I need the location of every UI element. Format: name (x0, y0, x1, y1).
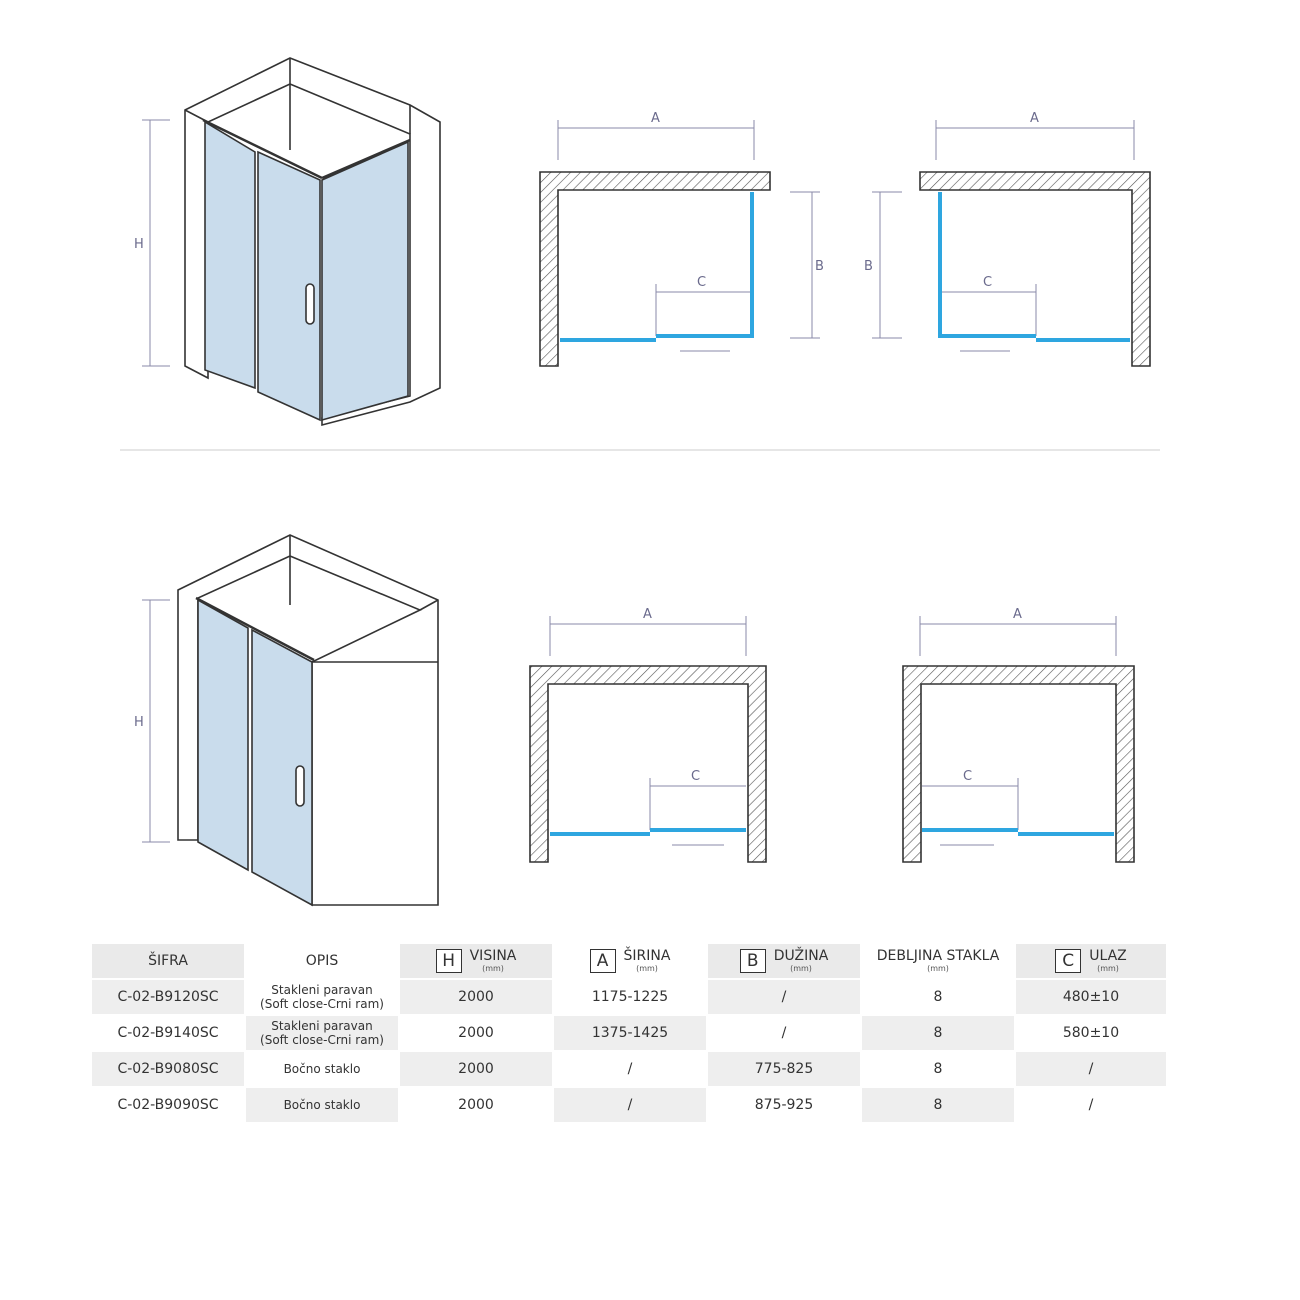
header-duzina: B DUŽINA (mm) (708, 944, 860, 978)
header-debljina: DEBLJINA STAKLA (mm) (862, 944, 1014, 978)
bottom-plan-left-label-c: C (691, 769, 701, 784)
cell-ulaz: / (1016, 1088, 1166, 1122)
top-plan-left-label-a: A (651, 111, 660, 126)
cell-opis: Bočno staklo (246, 1088, 398, 1122)
b-letter-icon: B (740, 949, 766, 973)
cell-opis: Bočno staklo (246, 1052, 398, 1086)
cell-visina: 2000 (400, 1016, 552, 1050)
bottom-plan-right-label-c: C (963, 769, 973, 784)
bottom-height-dimension (142, 600, 170, 842)
top-plan-right-label-b: B (864, 259, 873, 274)
top-height-dimension (142, 120, 170, 366)
table-header-row (92, 944, 1166, 978)
cell-sifra: C-02-B9140SC (92, 1016, 244, 1050)
cell-sirina: / (554, 1088, 706, 1122)
header-opis: OPIS (246, 944, 398, 978)
cell-visina: 2000 (400, 1088, 552, 1122)
bottom-iso-enclosure (178, 535, 438, 905)
spec-table (90, 942, 1168, 1124)
cell-ulaz: / (1016, 1052, 1166, 1086)
top-plan-left (540, 120, 820, 366)
cell-duzina: / (708, 980, 860, 1014)
cell-duzina: / (708, 1016, 860, 1050)
top-iso-enclosure (185, 58, 440, 425)
cell-sirina: 1175-1225 (554, 980, 706, 1014)
cell-opis: Stakleni paravan (Soft close-Crni ram) (246, 980, 398, 1014)
header-visina: H VISINA (mm) (400, 944, 552, 978)
cell-sirina: / (554, 1052, 706, 1086)
h-letter-icon: H (436, 949, 462, 973)
table-row (92, 1088, 1166, 1122)
bottom-label-h: H (134, 715, 144, 730)
cell-ulaz: 580±10 (1016, 1016, 1166, 1050)
table-row (92, 980, 1166, 1014)
bottom-plan-left-label-a: A (643, 607, 652, 622)
header-ulaz: C ULAZ (mm) (1016, 944, 1166, 978)
cell-debljina: 8 (862, 1088, 1014, 1122)
cell-duzina: 775-825 (708, 1052, 860, 1086)
a-letter-icon: A (590, 949, 616, 973)
table-row (92, 1016, 1166, 1050)
cell-sifra: C-02-B9090SC (92, 1088, 244, 1122)
cell-opis: Stakleni paravan (Soft close-Crni ram) (246, 1016, 398, 1050)
header-sifra: ŠIFRA (92, 944, 244, 978)
bottom-plan-right-label-a: A (1013, 607, 1022, 622)
top-plan-left-label-c: C (697, 275, 707, 290)
top-plan-right (872, 120, 1150, 366)
header-sirina: A ŠIRINA (mm) (554, 944, 706, 978)
cell-ulaz: 480±10 (1016, 980, 1166, 1014)
cell-duzina: 875-925 (708, 1088, 860, 1122)
cell-sifra: C-02-B9120SC (92, 980, 244, 1014)
cell-visina: 2000 (400, 980, 552, 1014)
top-plan-left-label-b: B (815, 259, 824, 274)
cell-sifra: C-02-B9080SC (92, 1052, 244, 1086)
bottom-plan-left (530, 616, 766, 862)
cell-debljina: 8 (862, 1016, 1014, 1050)
cell-visina: 2000 (400, 1052, 552, 1086)
top-label-h: H (134, 237, 144, 252)
cell-debljina: 8 (862, 980, 1014, 1014)
top-plan-right-label-a: A (1030, 111, 1039, 126)
bottom-plan-right (903, 616, 1134, 862)
c-letter-icon: C (1055, 949, 1081, 973)
table-row (92, 1052, 1166, 1086)
cell-debljina: 8 (862, 1052, 1014, 1086)
top-plan-right-label-c: C (983, 275, 993, 290)
cell-sirina: 1375-1425 (554, 1016, 706, 1050)
